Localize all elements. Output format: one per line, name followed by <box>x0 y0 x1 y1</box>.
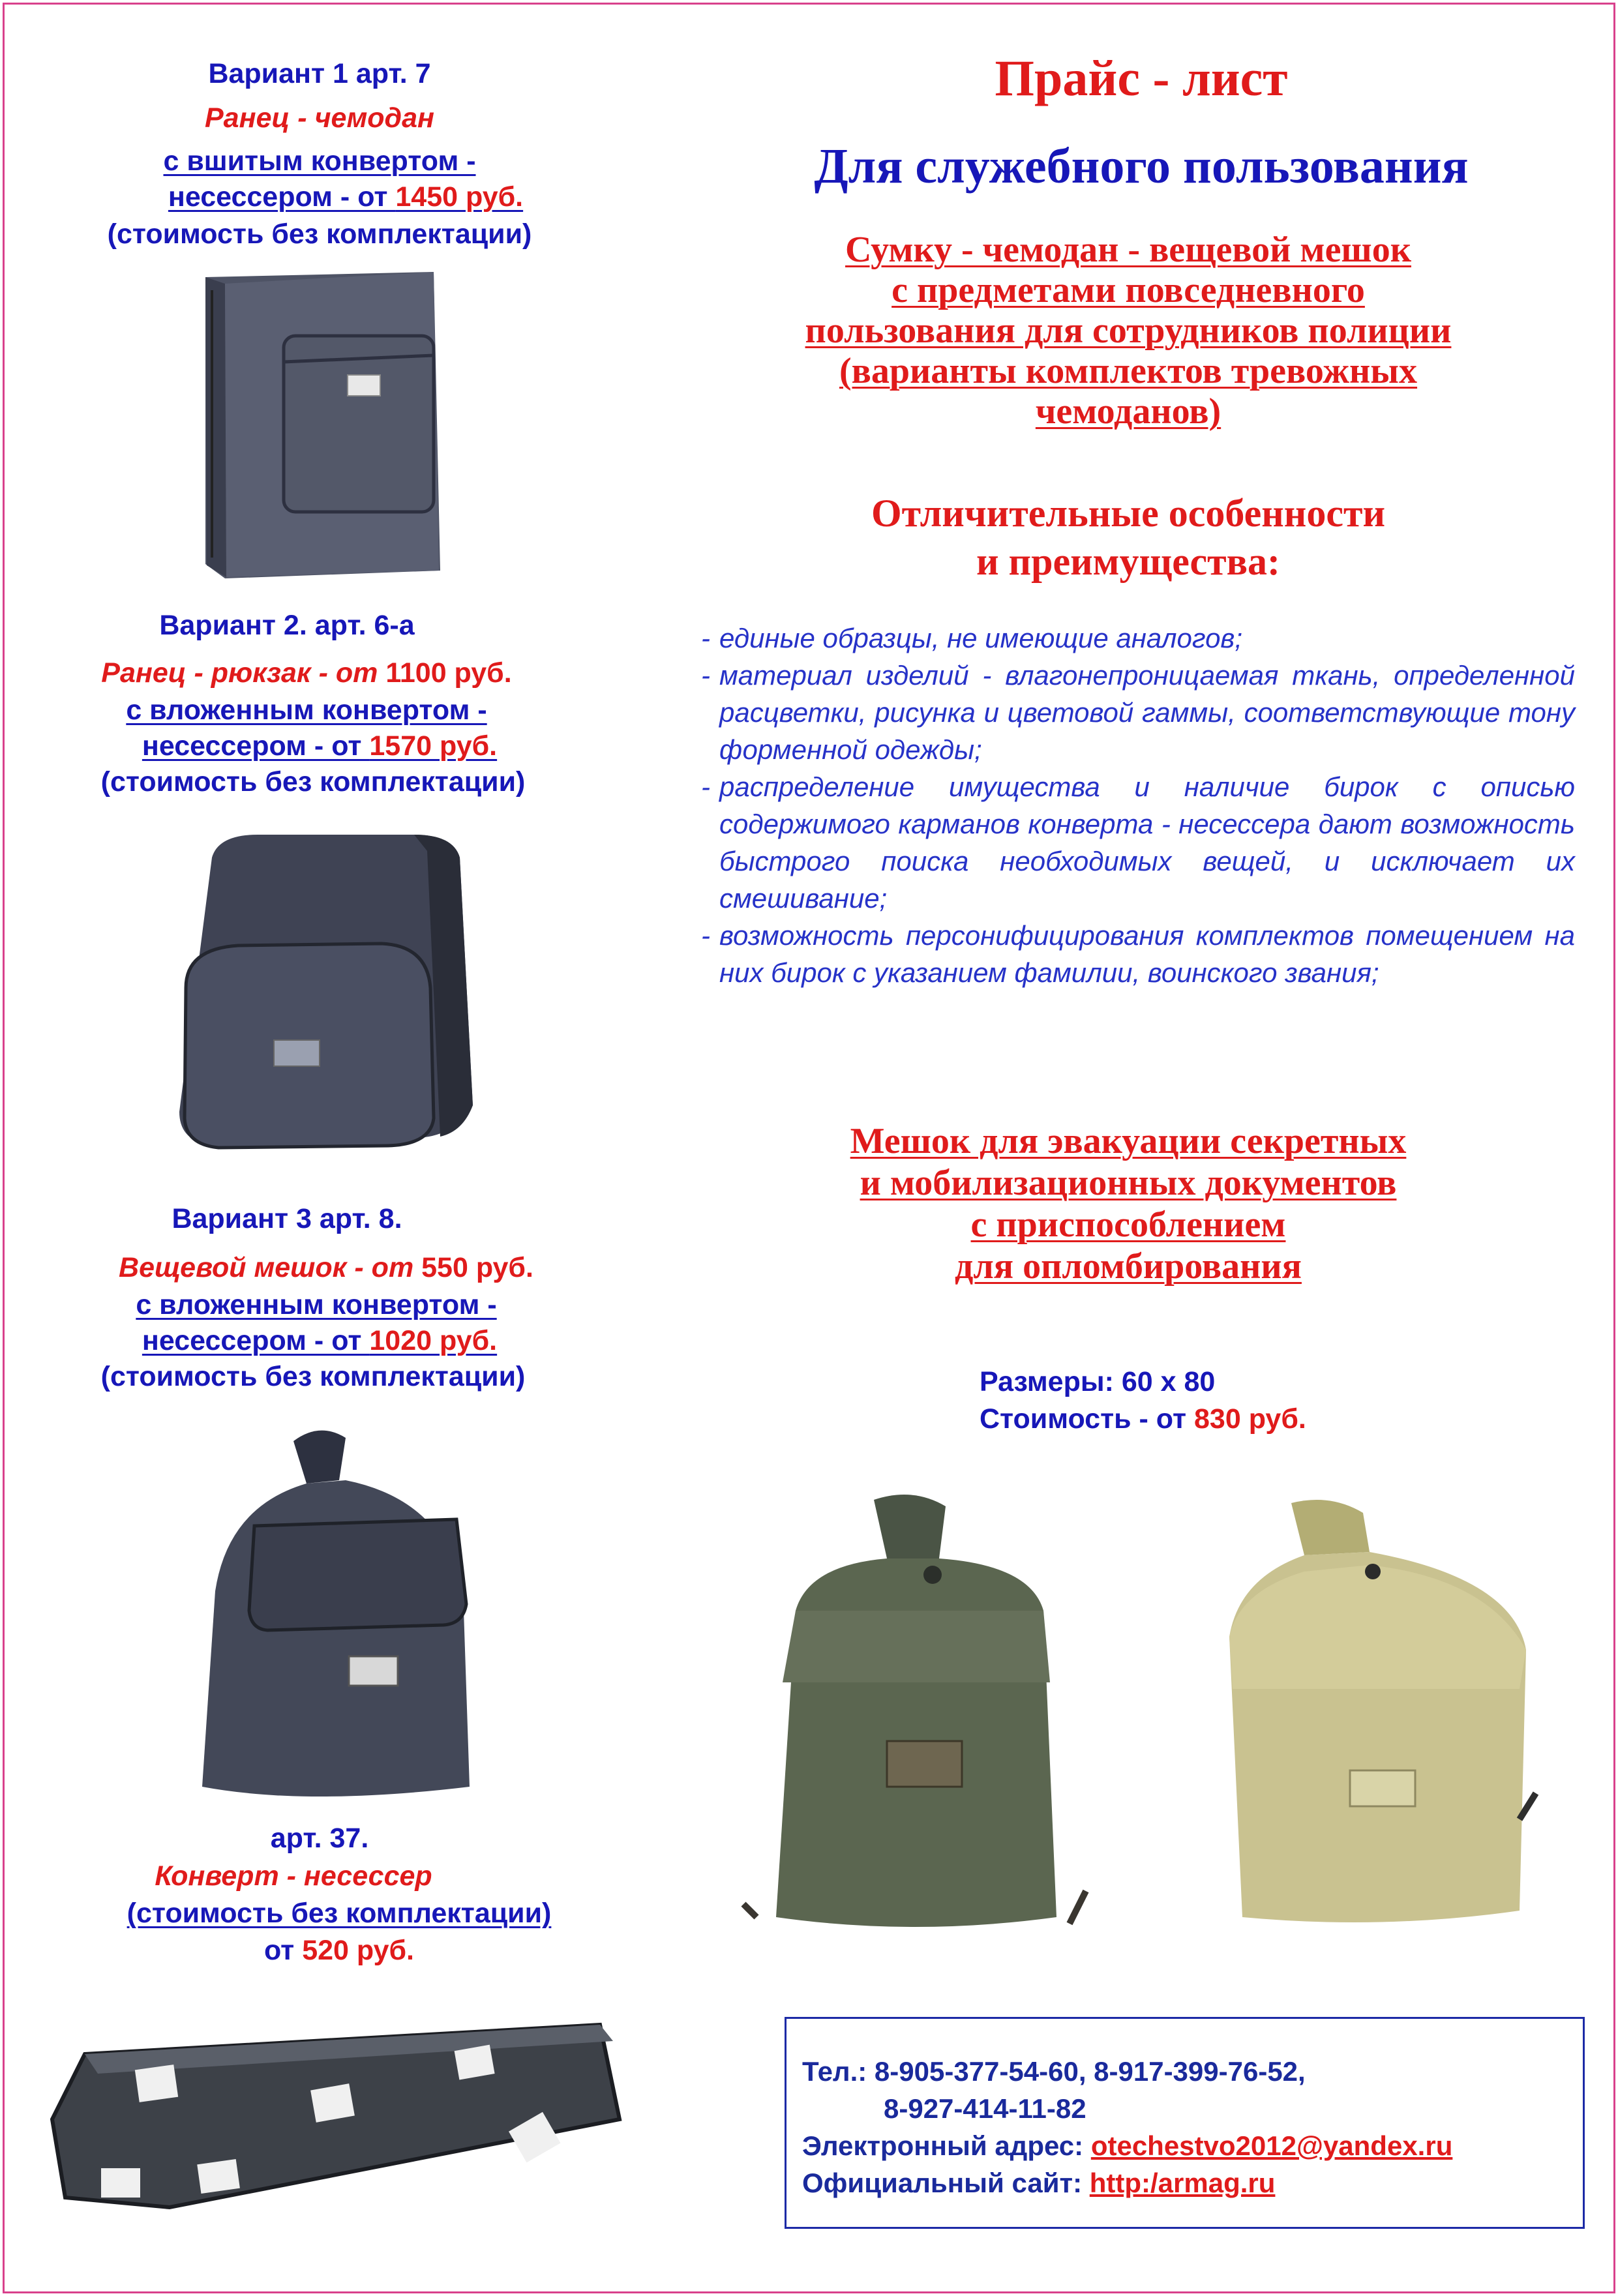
site-link[interactable]: http:/armag.ru <box>1089 2168 1276 2198</box>
phone-line-2: 8-927-414-11-82 <box>884 2093 1086 2124</box>
v4-name: Конверт - несессер <box>155 1860 432 1892</box>
bag-price: 830 руб. <box>1194 1403 1306 1435</box>
features-list <box>701 619 1575 991</box>
feature-item: - распределение имущества и наличие бирок с описью содержимого карманов конверта - несессера дают возможность быстрого поиска необходимых вещей, и исключает их смешивание; <box>701 768 1575 917</box>
bag-price-line: Стоимость - от 830 руб. <box>980 1403 1306 1435</box>
v4-heading: арт. 37. <box>270 1823 369 1854</box>
v2-note: (стоимость без комплектации) <box>100 766 526 798</box>
site-line: Официальный сайт: http:/armag.ru <box>802 2168 1276 2198</box>
v1-line2: несессером - от 1450 руб. <box>168 181 524 213</box>
v4-note: (стоимость без комплектации) <box>127 1898 552 1929</box>
khaki-sack-photo <box>1213 1493 1539 1930</box>
features-title: Отличительные особенности и преимущества: <box>871 492 1386 583</box>
v3-line1: с вложенным конвертом - <box>136 1289 497 1320</box>
v2-name: Ранец - рюкзак - от 1100 руб. <box>101 657 512 689</box>
bag-size: Размеры: 60 х 80 <box>980 1366 1216 1397</box>
organizer-envelope-photo <box>39 2021 626 2211</box>
v2-line2: несессером - от 1570 руб. <box>142 730 498 762</box>
page-subtitle: Для служебного пользования <box>814 139 1469 194</box>
v3-heading: Вариант 3 арт. 8. <box>172 1203 402 1234</box>
gray-duffel-bag-photo <box>176 1422 489 1806</box>
v2-heading: Вариант 2. арт. 6-а <box>159 610 415 641</box>
v3-note: (стоимость без комплектации) <box>100 1361 526 1392</box>
gray-backpack-photo <box>166 831 479 1161</box>
page-title: Прайс - лист <box>995 50 1288 106</box>
v1-name: Ранец - чемодан <box>205 102 434 134</box>
v4-price-line: от 520 руб. <box>263 1935 414 1966</box>
feature-item: - возможность персонифицирования комплектов помещением на них бирок с указанием фамилии, воинского звания; <box>701 917 1575 991</box>
v3-price: 1020 руб. <box>369 1325 498 1356</box>
gray-suitcase-backpack-photo <box>186 264 447 587</box>
v1-price: 1450 руб. <box>395 181 524 213</box>
bag-title: Мешок для эвакуации секретных и мобилизационных документов с приспособлением для опломбирования <box>850 1121 1407 1287</box>
v2-line1: с вложенным конвертом - <box>126 694 487 726</box>
email-link[interactable]: otechestvo2012@yandex.ru <box>1090 2130 1453 2161</box>
feature-item: - материал изделий - влагонепроницаемая ткань, определенной расцветки, рисунка и цветовой гаммы, соответствующие тону форменной одежды; <box>701 657 1575 768</box>
phone-line: Тел.: 8-905-377-54-60, 8-917-399-76-52, <box>802 2056 1306 2087</box>
v1-heading: Вариант 1 арт. 7 <box>208 58 431 89</box>
v3-line2: несессером - от 1020 руб. <box>142 1325 498 1356</box>
v2-price: 1570 руб. <box>369 730 498 762</box>
v4-price: 520 руб. <box>302 1935 414 1966</box>
offer-title: Сумку - чемодан - вещевой мешок с предметами повседневного пользования для сотрудников полиции (варианты комплектов тревожных чемоданов) <box>805 230 1452 432</box>
v3-name: Вещевой мешок - от 550 руб. <box>119 1252 533 1283</box>
contact-box <box>785 2017 1585 2229</box>
v1-note: (стоимость без комплектации) <box>107 218 532 250</box>
email-line: Электронный адрес: otechestvo2012@yandex.ru <box>802 2130 1453 2161</box>
camo-sack-photo <box>730 1487 1096 1937</box>
feature-item: - единые образцы, не имеющие аналогов; <box>701 619 1575 657</box>
v1-line1: с вшитым конвертом - <box>163 145 476 177</box>
